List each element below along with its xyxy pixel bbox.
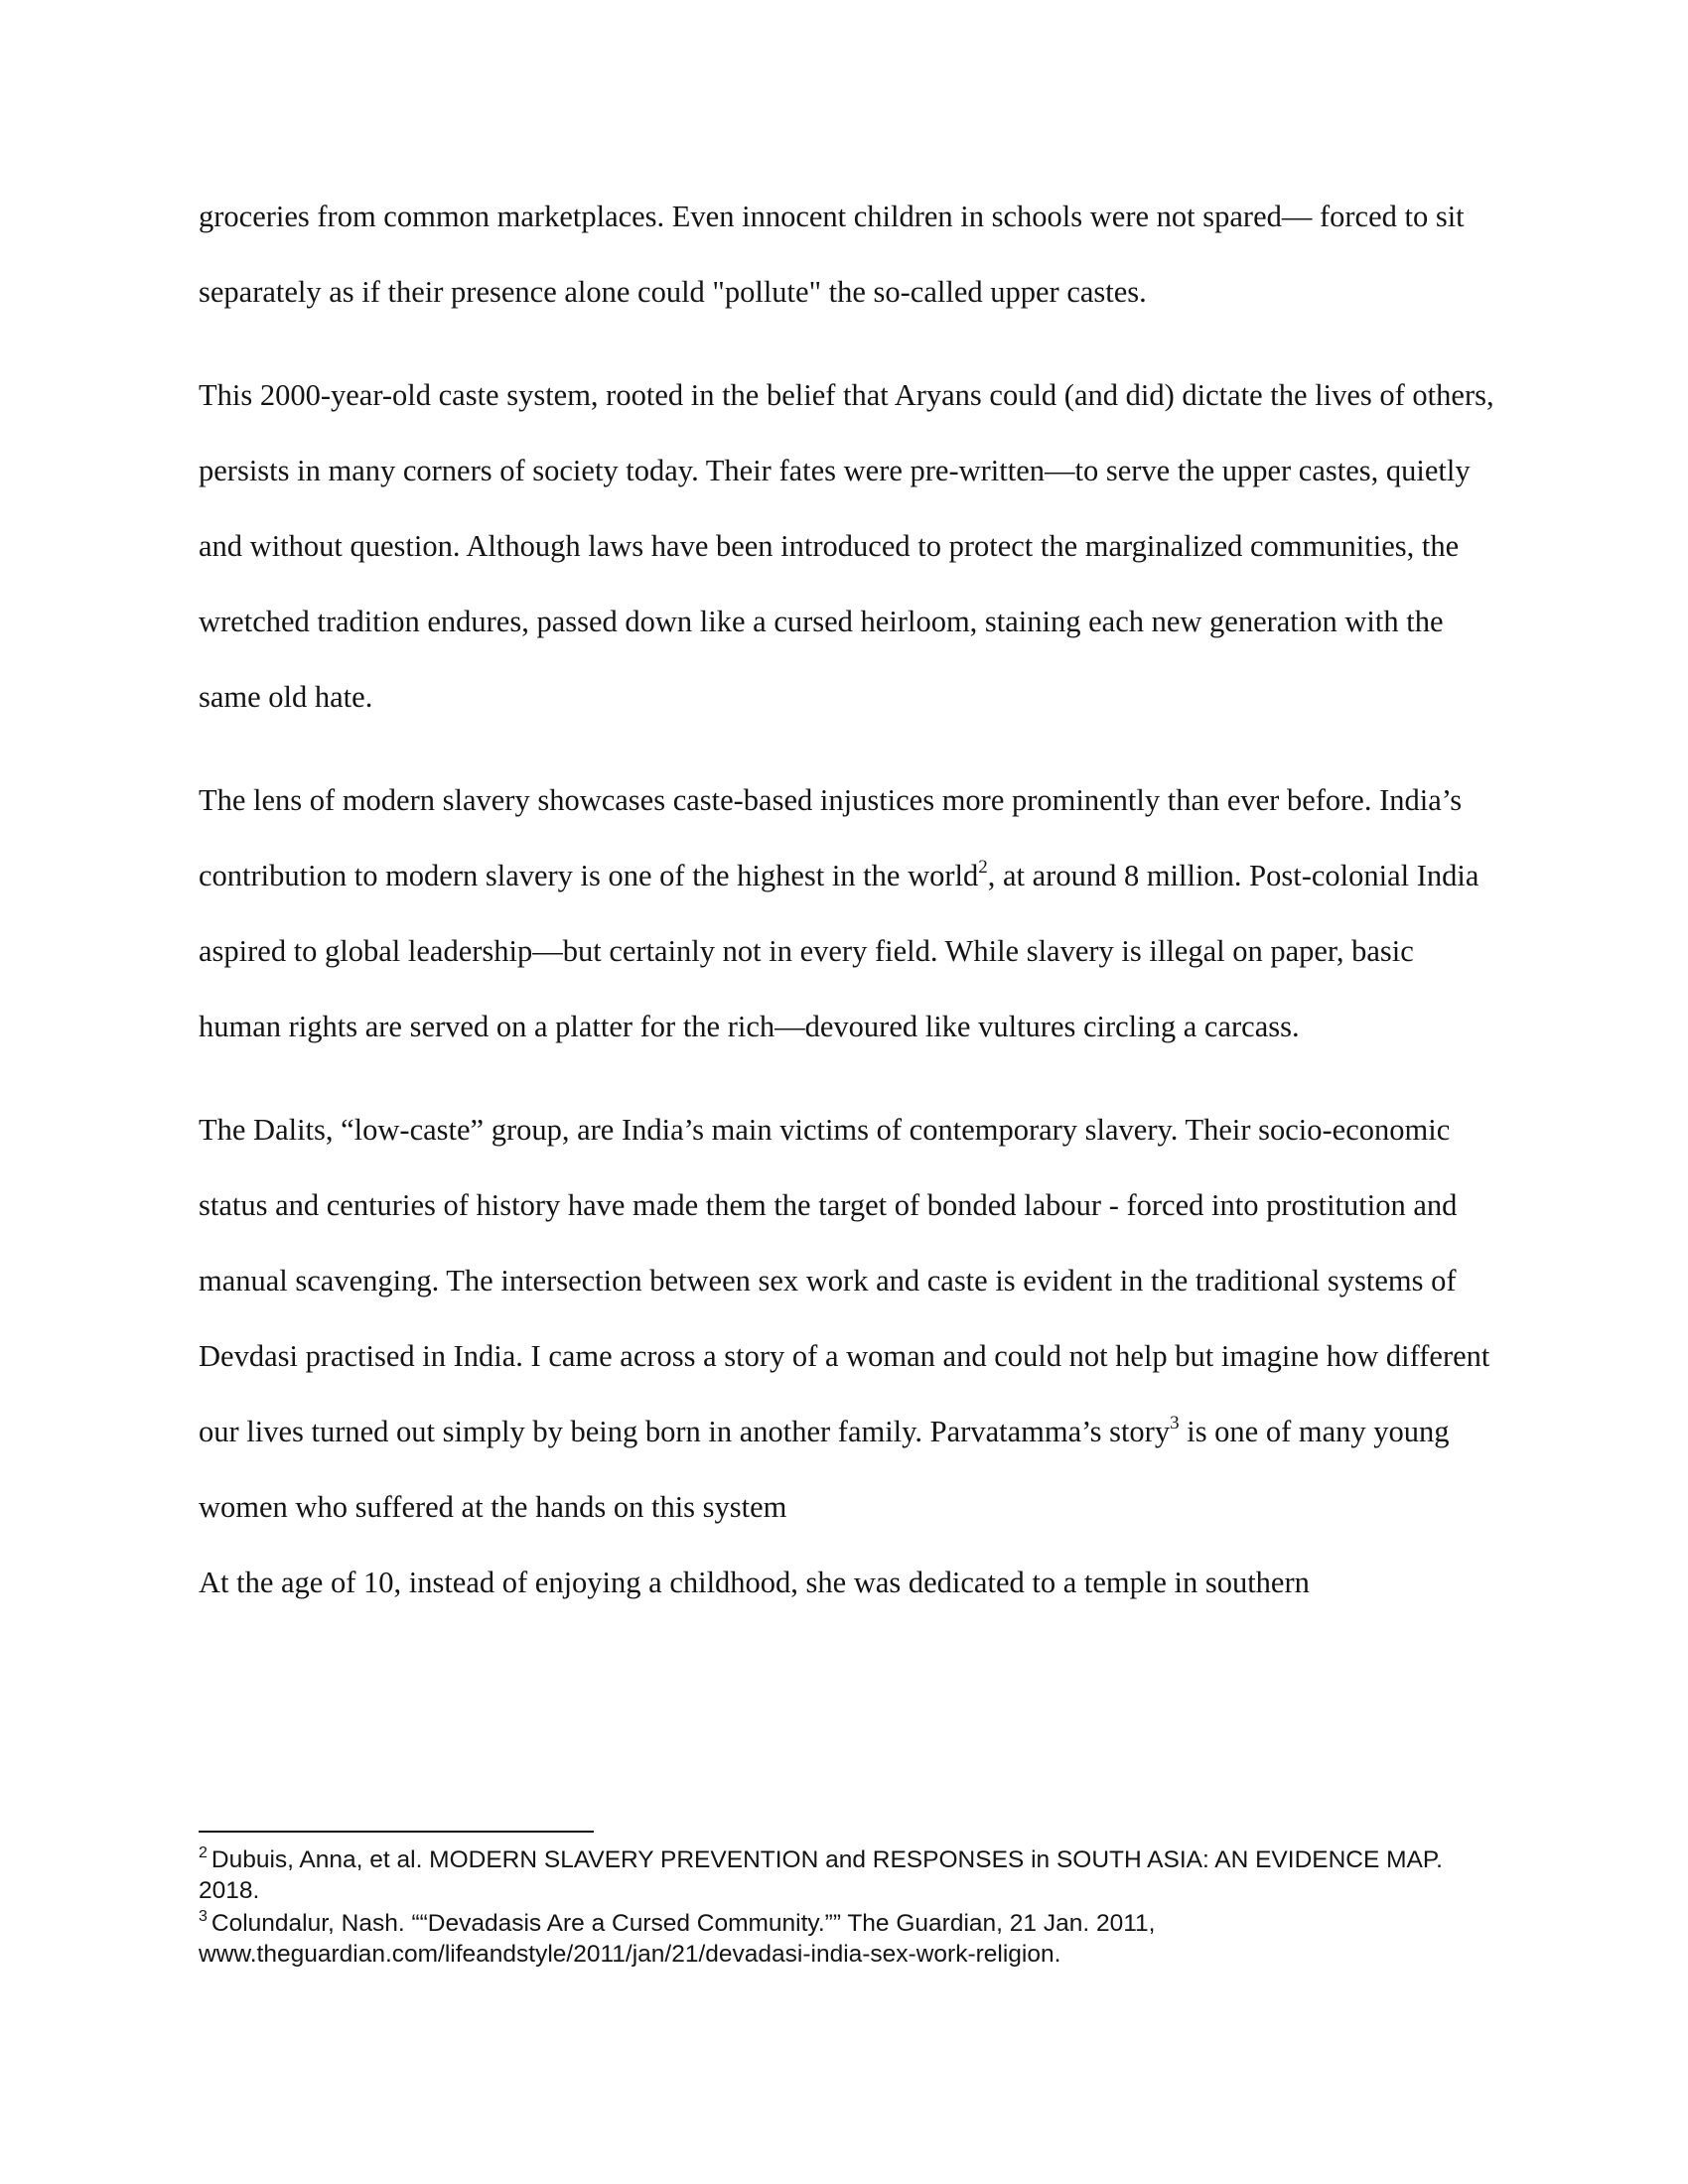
paragraph-3-text-after: , at around 8 million. Post-colonial India aspired to global leadership—but certainly not in every field. While slavery is illegal on paper, basic human rights are served on a platter for the rich—devoured like vultures circling a carcass. [199, 859, 1479, 1043]
footnote-3 [199, 1908, 1509, 1970]
footnote-ref-3[interactable]: 3 [1170, 1413, 1180, 1433]
footnote-2 [199, 1844, 1509, 1906]
paragraph-5-text: At the age of 10, instead of enjoying a childhood, she was dedicated to a temple in southern [199, 1566, 1310, 1599]
paragraph-5 [199, 1545, 1494, 1620]
paragraph-2-text: This 2000-year-old caste system, rooted in the belief that Aryans could (and did) dictate the lives of others, persists in many corners of society today. Their fates were pre-written—to serve the upper castes, quietly and without question. Although laws have been introduced to protect the marginalized communities, the wretched tradition endures, passed down like a cursed heirloom, staining each new generation with the same old hate. [199, 378, 1494, 714]
paragraph-4-text-after: is one of many young women who suffered at the hands on this system [199, 1415, 1450, 1524]
paragraph-4 [199, 1092, 1494, 1545]
paragraph-1-text: groceries from common marketplaces. Even innocent children in schools were not spared— forced to sit separately as if their presence alone could "pollute" the so-called upper castes. [199, 200, 1465, 309]
paragraph-3-text-before: The lens of modern slavery showcases caste-based injustices more prominently than ever before. India’s contribution to modern slavery is one of the highest in the world [199, 783, 1463, 892]
paragraph-1 [199, 179, 1494, 330]
body-text [199, 179, 1494, 1620]
footnote-text: Colundalur, Nash. ““Devadasis Are a Cursed Community.”” The Guardian, 21 Jan. 2011, www.theguardian.com/lifeandstyle/2011/jan/21/devadasi-india-sex-work-religion. [199, 1910, 1156, 1968]
footnote-marker: 2 [199, 1844, 208, 1861]
footnote-marker: 3 [199, 1908, 208, 1925]
paragraph-2 [199, 357, 1494, 735]
footnotes [199, 1844, 1509, 1972]
footnote-text: Dubuis, Anna, et al. MODERN SLAVERY PREVENTION and RESPONSES in SOUTH ASIA: AN EVIDENCE MAP. 2018. [199, 1846, 1443, 1904]
paragraph-3 [199, 762, 1494, 1064]
footnote-ref-2[interactable]: 2 [978, 857, 988, 878]
paragraph-4-text-before: The Dalits, “low-caste” group, are India’s main victims of contemporary slavery. Their socio-economic status and centuries of history have made them the target of bonded labour - forced into prostitution and manual scavenging. The intersection between sex work and caste is evident in the traditional systems of Devdasi practised in India. I came across a story of a woman and could not help but imagine how different our lives turned out simply by being born in another family. Parvatamma’s story [199, 1113, 1490, 1448]
footnote-separator [199, 1831, 594, 1833]
